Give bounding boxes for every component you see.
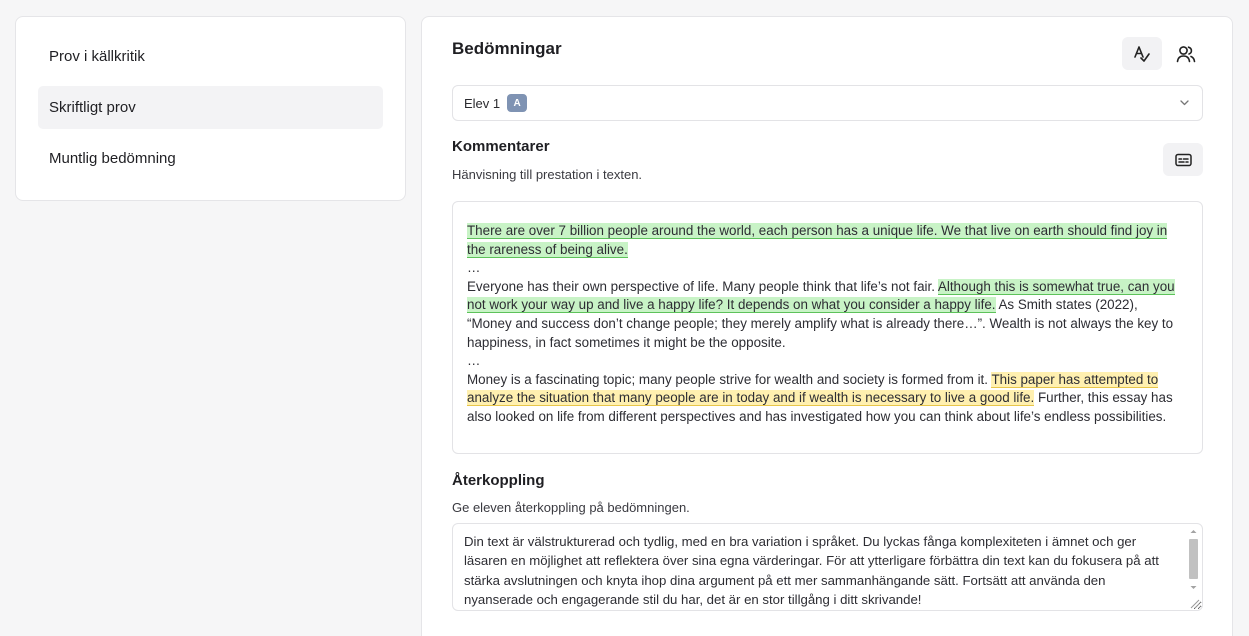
students-button[interactable] xyxy=(1166,37,1206,70)
feedback-subtitle: Ge eleven återkoppling på bedömningen. xyxy=(452,500,690,515)
feedback-title: Återkoppling xyxy=(452,472,545,489)
caption-icon xyxy=(1175,153,1192,167)
grading-button[interactable] xyxy=(1122,37,1162,70)
neutral-highlight[interactable]: This paper has attempted to analyze the situation that many people are in today and if wealth is necessary to live a good life. xyxy=(467,371,1159,406)
paragraph xyxy=(467,278,1184,352)
text-segment: Money is a fascinating topic; many people strive for wealth and society is formed from it. xyxy=(467,371,992,387)
users-icon xyxy=(1176,45,1196,63)
text-segment: Everyone has their own perspective of life. Many people think that life’s not fair. xyxy=(467,278,938,294)
comments-title: Kommentarer xyxy=(452,138,550,155)
ellipsis-separator: … xyxy=(467,353,481,369)
caption-button[interactable] xyxy=(1163,143,1203,176)
spellcheck-icon xyxy=(1133,45,1151,63)
scroll-thumb[interactable] xyxy=(1189,539,1198,579)
text-segment: As Smith states (2022), “Money and success don’t change people; they merely amplify what is already there…”. Wealth is not always the key to happiness, in fact sometimes it might be the opposite. xyxy=(467,297,1174,350)
nav-item-source-criticism[interactable]: Prov i källkritik xyxy=(49,48,145,65)
resize-grip-icon[interactable] xyxy=(1188,597,1200,609)
annotated-text[interactable] xyxy=(452,201,1203,454)
text-segment: Further, this essay has also looked on life from different perspectives and has investigated how you can think about life’s endless possibilities. xyxy=(467,390,1173,424)
nav-item-written-test[interactable]: Skriftligt prov xyxy=(38,86,383,129)
assignment-nav xyxy=(15,16,406,201)
page-title: Bedömningar xyxy=(452,39,562,58)
comments-subtitle: Hänvisning till prestation i texten. xyxy=(452,167,643,182)
positive-highlight[interactable]: Although this is somewhat true, can you not work your way up and live a happy life? It depends on what you consider a happy life. xyxy=(467,278,1175,313)
student-select-value: Elev 1 xyxy=(464,95,501,111)
feedback-textarea[interactable] xyxy=(452,523,1203,611)
scroll-up-icon[interactable] xyxy=(1189,527,1198,536)
scroll-down-icon[interactable] xyxy=(1189,583,1198,592)
student-select[interactable] xyxy=(452,85,1203,121)
nav-item-oral-assessment[interactable]: Muntlig bedömning xyxy=(49,150,176,167)
paragraph xyxy=(467,371,1184,427)
grade-badge: A xyxy=(507,94,527,112)
assessment-panel xyxy=(421,16,1233,636)
positive-highlight[interactable]: There are over 7 billion people around the world, each person has a unique life. We that live on earth should find joy in the rareness of being alive. xyxy=(467,223,1168,257)
chevron-down-icon xyxy=(1179,97,1190,108)
ellipsis-separator: … xyxy=(467,260,481,276)
